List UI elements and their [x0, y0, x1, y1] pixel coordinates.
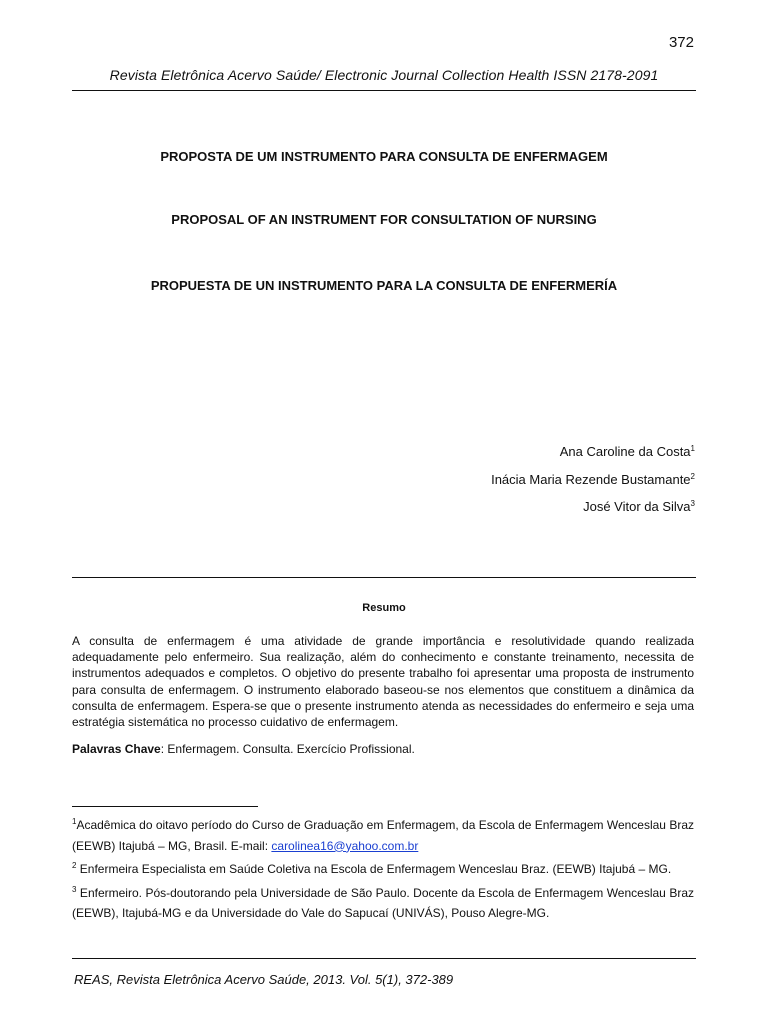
- title-english: PROPOSAL OF AN INSTRUMENT FOR CONSULTATION OF NURSING: [171, 212, 597, 227]
- abstract-text: A consulta de enfermagem é uma atividade de grande importância e resolutividade quando realizada adequadamente pelo enfermeiro. Sua realização, além do conhecimento e constante treinamento, necessita de instrumentos adequados e completos. O objetivo do presente trabalho foi apresentar uma proposta de instrumento para consulta de enfermagem. O instrumento elaborado baseou-se nos elementos que constituem a dinâmica da consulta de enfermagem. Espera-se que o presente instrumento atenda as necessidades do enfermeiro e seja uma estratégia sistemática no processo cuidativo de enfermagem.: [72, 634, 694, 730]
- author: Inácia Maria Rezende Bustamante$^2$: [491, 471, 695, 487]
- author: Ana Caroline da Costa$^1$: [559, 444, 695, 459]
- keywords-label: Palavras Chave: [72, 742, 161, 756]
- footnote-separator: [72, 806, 258, 807]
- footnote: $^2$ Enfermeira Especialista em Saúde Coletiva na Escola de Enfermagem Wenceslau Braz. (EEWB) Itajubá – MG.: [72, 861, 672, 877]
- footnote-mark: 3: [72, 884, 77, 894]
- footnote-mark: 2: [72, 861, 77, 871]
- title-portuguese: PROPOSTA DE UM INSTRUMENTO PARA CONSULTA DE ENFERMAGEM: [160, 149, 608, 164]
- title-spanish: PROPUESTA DE UN INSTRUMENTO PARA LA CONSULTA DE ENFERMERÍA: [150, 278, 618, 293]
- email-link[interactable]: carolinea16@yahoo.com.br: [271, 838, 419, 853]
- footnotes: [72, 812, 694, 924]
- journal-header: Revista Eletrônica Acervo Saúde/ Electronic Journal Collection Health ISSN 2178-2091: [109, 67, 659, 83]
- journal-footer-citation: REAS, Revista Eletrônica Acervo Saúde, 2013. Vol. 5(1), 372-389: [74, 972, 454, 987]
- footnote-mark: 1: [72, 817, 77, 826]
- footnote: $^3$ Enfermeiro. Pós-doutorando pela Universidade de São Paulo. Docente da Escola de Enfermagem Wenceslau Braz (EEWB), Itajubá-MG e da Universidade do Vale do Sapucaí (UNIVÁS), Pouso Alegre-MG.: [72, 884, 694, 921]
- footer-divider: [72, 958, 696, 959]
- author-affiliation-mark: 1: [690, 444, 695, 453]
- page-number: 372: [668, 34, 694, 51]
- author-affiliation-mark: 2: [690, 471, 695, 481]
- author: José Vitor da Silva$^3$: [583, 499, 695, 514]
- author-list: [491, 437, 695, 520]
- abstract-heading: Resumo: [362, 602, 406, 614]
- keywords-values: : Enfermagem. Consulta. Exercício Profissional.: [160, 742, 415, 756]
- keywords: [72, 742, 694, 756]
- abstract-divider: [72, 577, 696, 578]
- footnote: $^1$Acadêmica do oitavo período do Curso de Graduação em Enfermagem, da Escola de Enfermagem Wenceslau Braz (EEWB) Itajubá – MG, Brasil. E-mail: carolinea16@yahoo.com.br: [72, 817, 694, 853]
- author-affiliation-mark: 3: [690, 499, 695, 508]
- header-divider: [72, 90, 696, 91]
